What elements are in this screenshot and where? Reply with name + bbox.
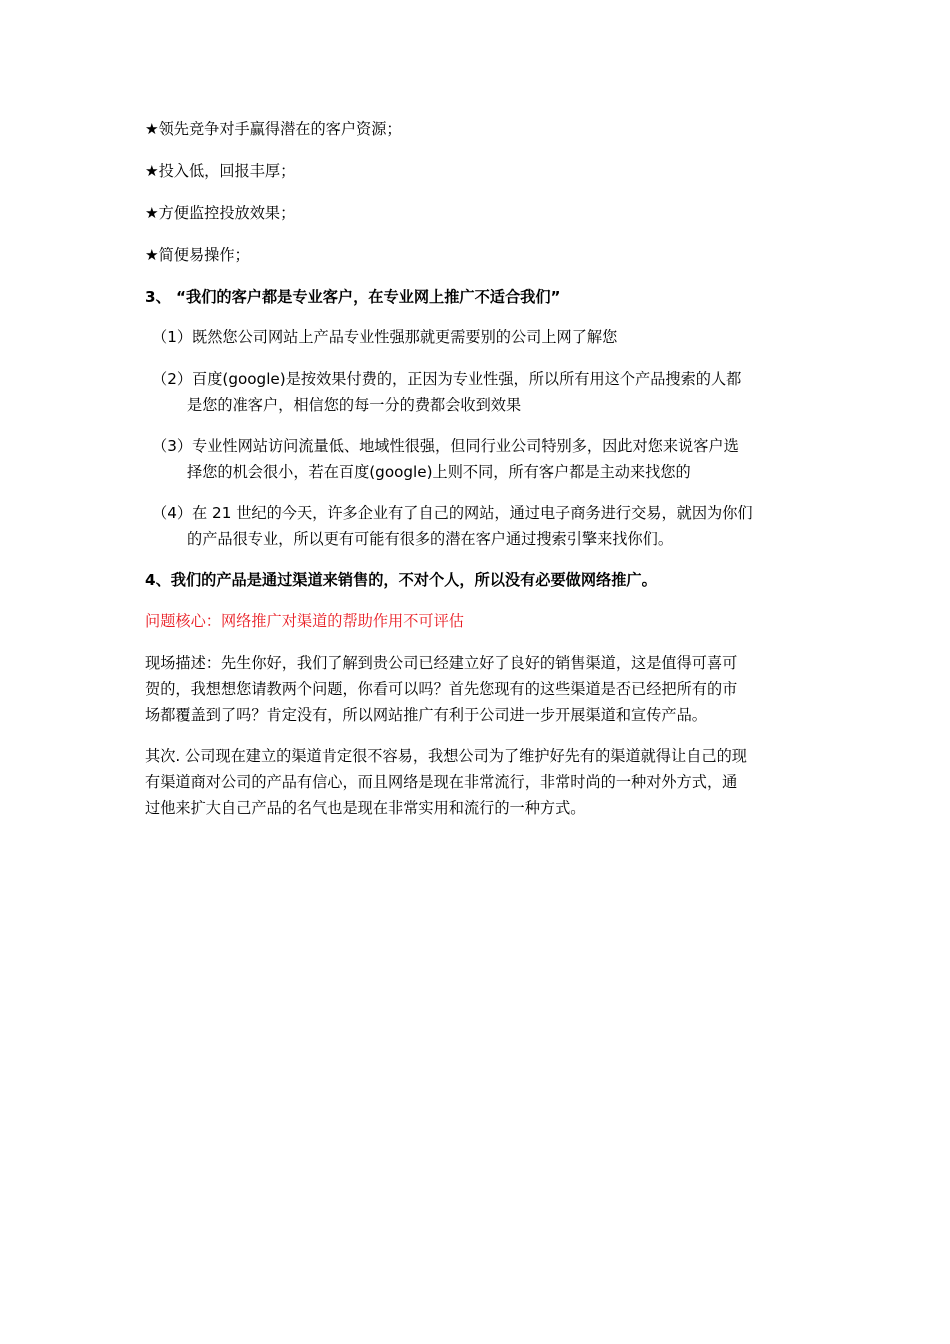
scene-description-line-1: 现场描述：先生你好，我们了解到贵公司已经建立好了良好的销售渠道，这是值得可喜可 (145, 654, 738, 672)
section-heading-3: 3、 “我们的客户都是专业客户，在专业网上推广不适合我们” (145, 288, 561, 306)
list-item-3-line-2: 择您的机会很小，若在百度(google)上则不同，所有客户都是主动来找您的 (187, 463, 691, 481)
scene-description-line-3: 场都覆盖到了吗？肯定没有，所以网站推广有利于公司进一步开展渠道和宣传产品。 (145, 706, 707, 724)
list-item-3 (152, 433, 812, 485)
bullet-easy-operate: ★简便易操作； (145, 246, 250, 264)
list-item-1 (152, 324, 812, 350)
scene-description-line-2: 贺的，我想想您请教两个问题，你看可以吗？首先您现有的这些渠道是否已经把所有的市 (145, 680, 738, 698)
bullet-easy-monitor: ★方便监控投放效果； (145, 204, 296, 222)
scene-description-paragraph (145, 650, 815, 728)
list-item-4 (152, 500, 812, 552)
secondly-line-2: 有渠道商对公司的产品有信心，而且网络是现在非常流行，非常时尚的一种对外方式，通 (145, 773, 738, 791)
bullet-low-cost: ★投入低，回报丰厚； (145, 162, 296, 180)
list-item-3-line-1: （3）专业性网站访问流量低、地域性很强，但同行业公司特别多，因此对您来说客户选 (152, 437, 739, 455)
section-heading-4: 4、我们的产品是通过渠道来销售的，不对个人，所以没有必要做网络推广。 (145, 571, 657, 589)
secondly-line-3: 过他来扩大自己产品的名气也是现在非常实用和流行的一种方式。 (145, 799, 586, 817)
list-item-2-line-2: 是您的准客户，相信您的每一分的费都会收到效果 (187, 396, 522, 414)
secondly-line-1: 其次. 公司现在建立的渠道肯定很不容易，我想公司为了维护好先有的渠道就得让自己的现 (145, 747, 747, 765)
list-item-4-line-2: 的产品很专业，所以更有可能有很多的潜在客户通过搜索引擎来找你们。 (187, 530, 673, 548)
list-item-1-line-1: （1）既然您公司网站上产品专业性强那就更需要别的公司上网了解您 (152, 328, 618, 346)
list-item-2 (152, 366, 812, 418)
list-item-2-line-1: （2）百度(google)是按效果付费的，正因为专业性强，所以所有用这个产品搜索的人都 (152, 370, 742, 388)
list-item-4-line-1: （4）在 21 世纪的今天，许多企业有了自己的网站，通过电子商务进行交易，就因为你们 (152, 504, 753, 522)
problem-core: 问题核心：网络推广对渠道的帮助作用不可评估 (145, 612, 464, 630)
bullet-lead-competitors: ★领先竞争对手赢得潜在的客户资源； (145, 120, 402, 138)
secondly-paragraph (145, 743, 815, 821)
